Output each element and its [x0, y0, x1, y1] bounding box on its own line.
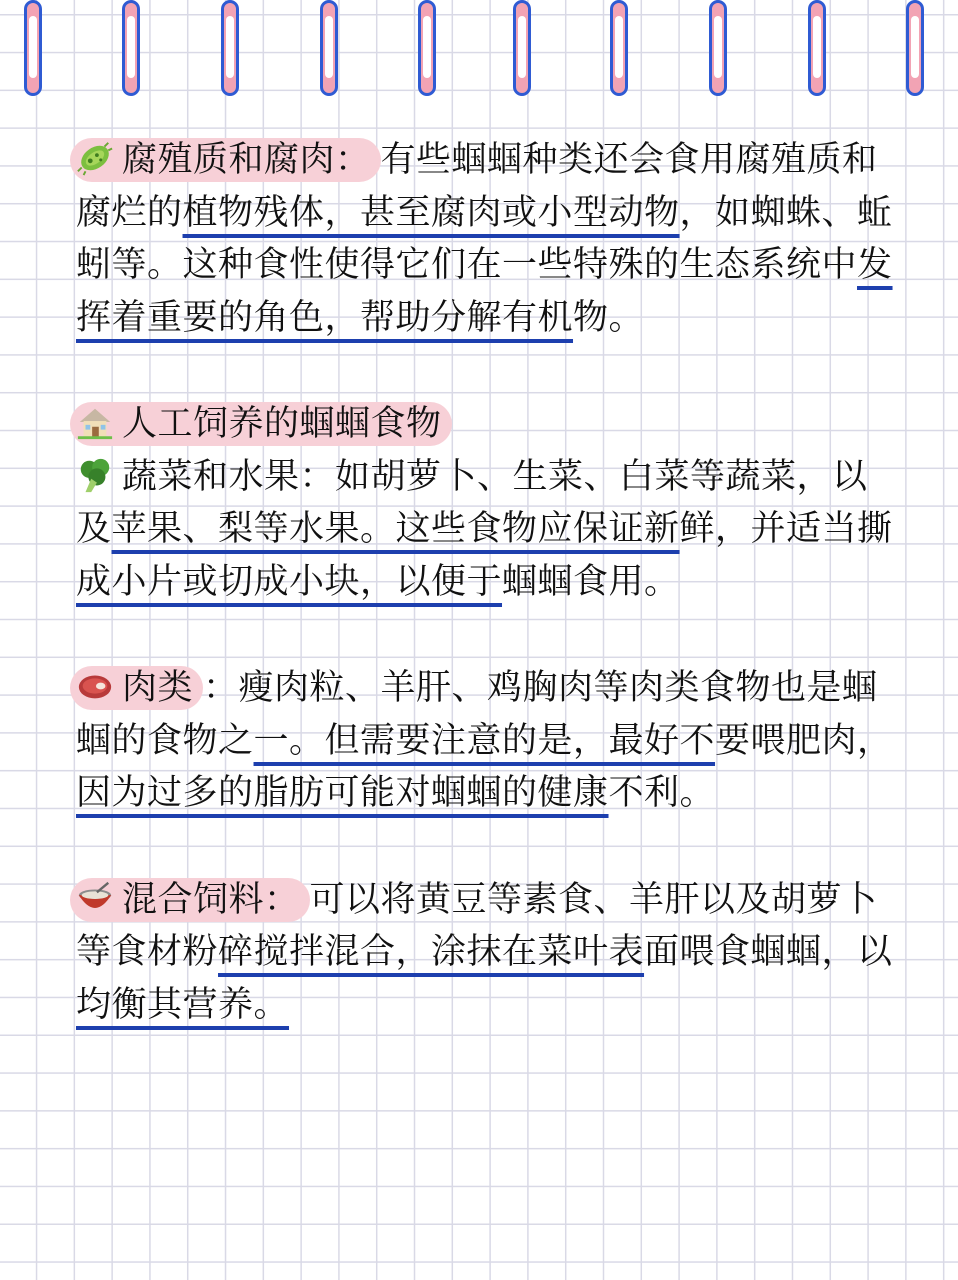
paragraph-text: 不利。 [608, 773, 716, 813]
section-label: 肉类 [122, 668, 194, 708]
paragraph-text: 有些蝈蝈种类还会食用腐殖质和腐烂的 [76, 140, 878, 233]
underlined-text: 苹果、梨等水果。这些食物应保证新 [111, 509, 680, 549]
paragraph-text: 要喂肥肉， [715, 720, 893, 761]
paragraph-text: 蝈蝈食用。 [502, 561, 680, 602]
underlined-text: 均衡其营养。 [76, 984, 290, 1025]
section-label: 混合饲料： [122, 879, 300, 920]
binding-ring [118, 0, 144, 98]
section-meat [76, 662, 896, 820]
bowl-icon [76, 879, 114, 917]
underlined-text: 发挥着重要的角色，帮助分解有机 [76, 245, 893, 338]
house-icon [76, 403, 114, 441]
paragraph-text: ，如蜘蛛、蚯蚓等。这种食性使得它们在一些特殊的生态系统中 [76, 192, 893, 285]
heading-highlight [70, 402, 452, 446]
section-mixed-feed [76, 874, 896, 1032]
underlined-text: 植物残体，甚至腐肉或小型动物 [182, 192, 680, 233]
binding-ring [606, 0, 632, 98]
binding-ring [804, 0, 830, 98]
binding-ring [20, 0, 46, 98]
section-label-highlight [70, 666, 203, 710]
paragraph-text: 物。 [573, 297, 645, 338]
paragraph-text: 鲜，并适当撕 [679, 509, 893, 549]
underlined-text: 一。但需要注意的是，最好不 [253, 720, 716, 761]
binding-ring [316, 0, 342, 98]
underlined-text: 碎搅拌混合，涂抹在菜叶表 [218, 932, 645, 972]
notebook-binding [0, 0, 958, 110]
section-artificial-feeding [76, 398, 896, 608]
binding-ring [414, 0, 440, 98]
meat-icon [76, 667, 114, 705]
section-decomposing-matter [76, 134, 896, 344]
paragraph-text: ：瘦肉粒、羊肝、鸡胸肉等肉类食物也是蝈蝈的食物之 [76, 668, 878, 761]
paragraph-text: 面喂食蝈蝈，以 [644, 932, 893, 972]
section-label-highlight [70, 138, 381, 182]
heading-title: 人工饲养的蝈蝈食物 [122, 404, 442, 444]
microbe-icon [76, 139, 114, 177]
broccoli-icon [76, 456, 114, 494]
binding-ring [509, 0, 535, 98]
binding-ring [705, 0, 731, 98]
paragraph-text: 可以将黄豆等素食、羊肝以及胡萝卜等食材粉 [76, 879, 878, 972]
underlined-text: 因为过多的脂肪可能对蝈蝈的健康 [76, 773, 609, 813]
section-label: 蔬菜和水果： [122, 456, 336, 497]
underlined-text: 成小片或切成小块，以便于 [76, 561, 503, 602]
binding-ring [217, 0, 243, 98]
section-label: 腐殖质和腐肉： [122, 140, 371, 180]
note-content [76, 134, 896, 1085]
section-label-highlight [70, 878, 310, 922]
paragraph-text: 如胡萝卜、生菜、白菜等蔬菜，以及 [76, 456, 868, 549]
binding-ring [902, 0, 928, 98]
